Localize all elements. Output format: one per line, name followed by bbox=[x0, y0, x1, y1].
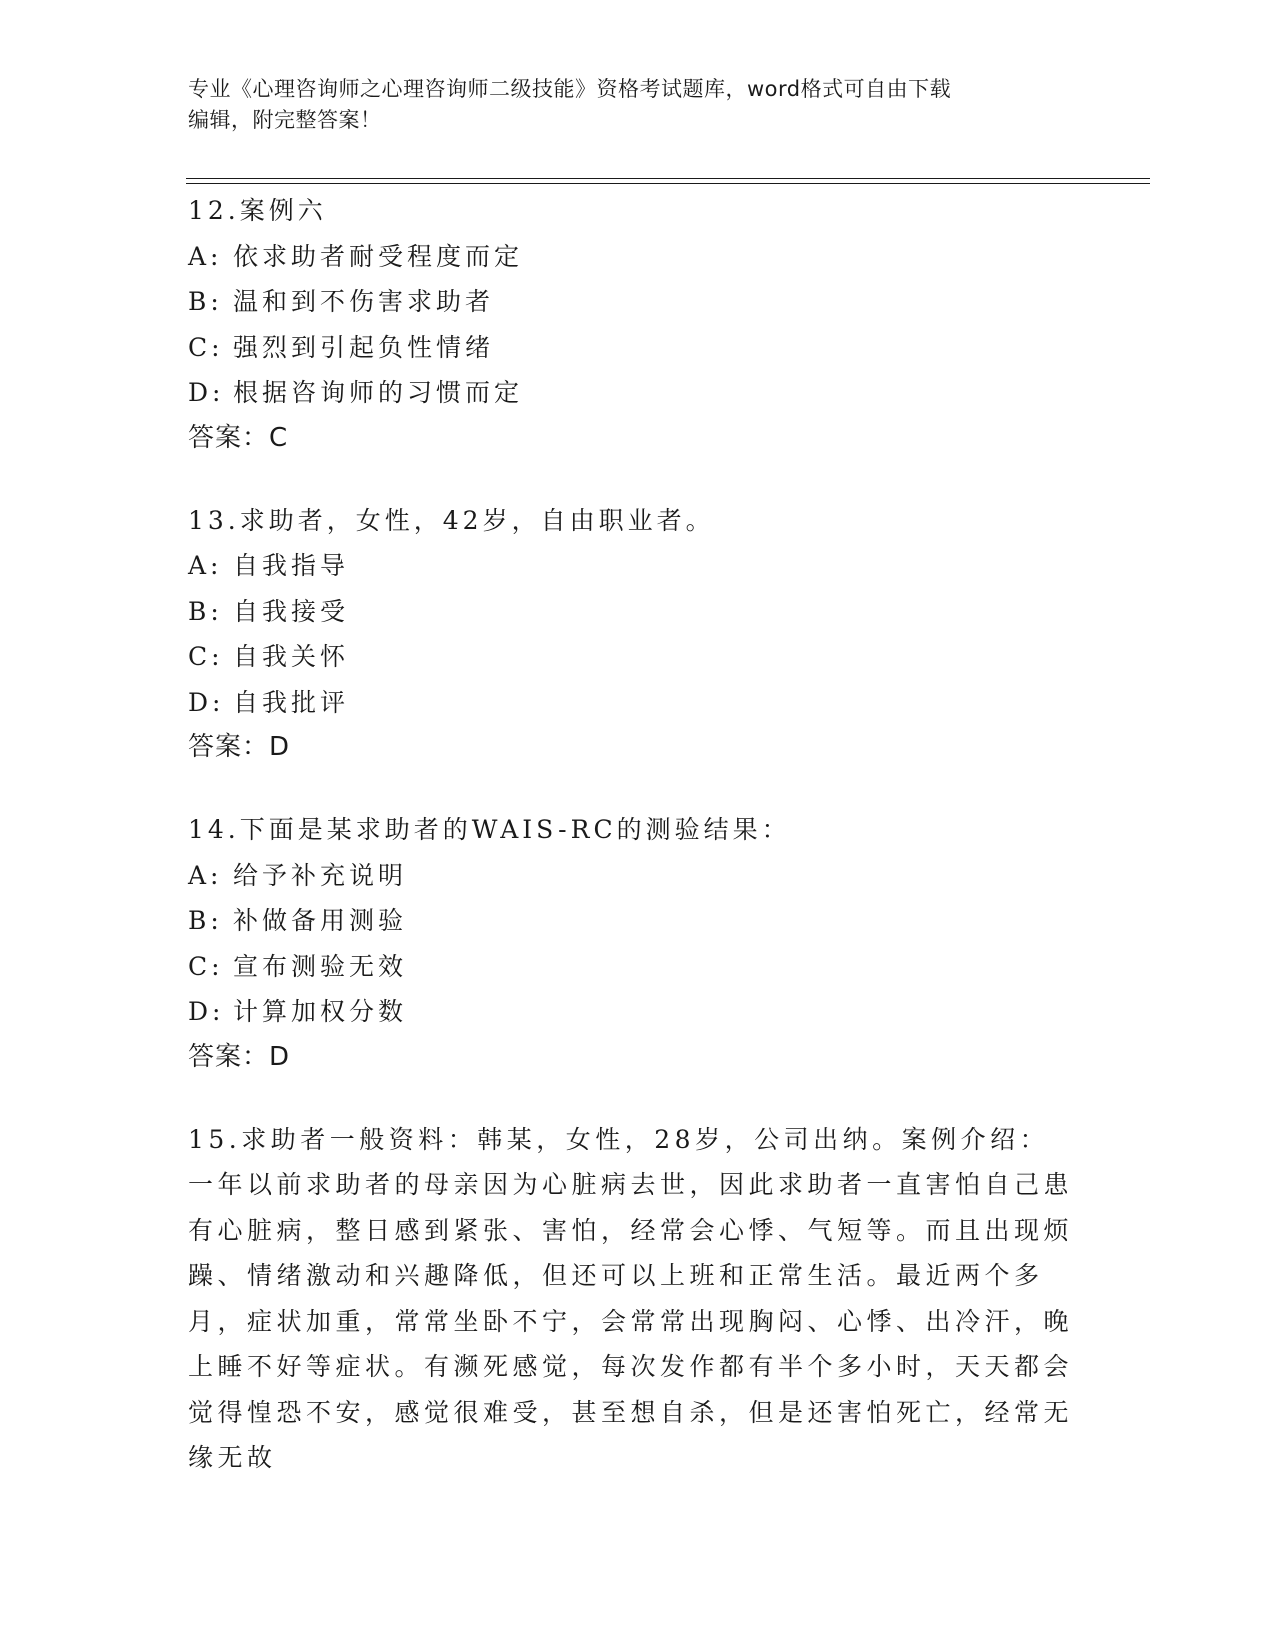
option-text: 自我批评 bbox=[233, 687, 350, 717]
option-c bbox=[188, 634, 1078, 680]
header-line-2: 编辑，附完整答案！ bbox=[188, 108, 382, 132]
question-13 bbox=[188, 498, 1078, 770]
option-b bbox=[188, 589, 1078, 635]
option-key: D: bbox=[188, 378, 225, 407]
option-text: 自我关怀 bbox=[233, 642, 350, 671]
option-text: 补做备用测验 bbox=[233, 906, 408, 935]
question-14 bbox=[188, 807, 1078, 1079]
option-key: A: bbox=[188, 241, 223, 271]
option-a bbox=[188, 234, 1078, 280]
question-12 bbox=[188, 188, 1078, 460]
option-key: A: bbox=[188, 860, 223, 890]
header-line-1: 专业《心理咨询师之心理咨询师二级技能》资格考试题库，word格式可自由下载 bbox=[188, 77, 952, 101]
question-15 bbox=[188, 1117, 1078, 1481]
question-stem: 12.案例六 bbox=[188, 196, 327, 225]
option-text: 自我接受 bbox=[233, 596, 350, 626]
document-header bbox=[188, 74, 1068, 136]
option-key: D: bbox=[188, 997, 225, 1026]
option-text: 给予补充说明 bbox=[233, 860, 408, 890]
option-text: 宣布测验无效 bbox=[233, 951, 408, 981]
option-text: 强烈到引起负性情绪 bbox=[233, 332, 495, 362]
answer-line: 答案：C bbox=[188, 422, 289, 453]
option-key: B: bbox=[188, 596, 223, 626]
option-a bbox=[188, 543, 1078, 589]
header-rule-top bbox=[186, 178, 1150, 179]
option-d bbox=[188, 680, 1078, 726]
option-key: B: bbox=[188, 906, 223, 935]
header-rule-bottom bbox=[186, 183, 1150, 184]
option-text: 温和到不伤害求助者 bbox=[233, 287, 495, 316]
option-text: 根据咨询师的习惯而定 bbox=[233, 378, 524, 407]
answer-line: 答案：D bbox=[188, 732, 291, 762]
option-key: A: bbox=[188, 551, 223, 580]
option-d bbox=[188, 989, 1078, 1035]
option-b bbox=[188, 898, 1078, 944]
option-text: 计算加权分数 bbox=[233, 997, 408, 1026]
option-key: C: bbox=[188, 332, 224, 362]
option-text: 自我指导 bbox=[233, 551, 350, 580]
option-b bbox=[188, 279, 1078, 325]
question-stem: 14.下面是某求助者的WAIS-RC的测验结果： bbox=[188, 815, 791, 844]
question-stem: 13.求助者，女性，42岁，自由职业者。 bbox=[188, 505, 715, 535]
option-key: D: bbox=[188, 687, 225, 717]
option-key: B: bbox=[188, 287, 223, 316]
option-key: C: bbox=[188, 951, 224, 981]
option-a bbox=[188, 853, 1078, 899]
answer-line: 答案：D bbox=[188, 1041, 291, 1072]
option-c bbox=[188, 944, 1078, 990]
option-c bbox=[188, 325, 1078, 371]
option-d bbox=[188, 370, 1078, 416]
option-key: C: bbox=[188, 642, 224, 671]
question-stem: 15.求助者一般资料：韩某，女性，28岁，公司出纳。案例介绍：一年以前求助者的母亲因为心脏病去世，因此求助者一直害怕自己患有心脏病，整日感到紧张、害怕，经常会心悸、气短等。而且出现烦躁、情绪激动和兴趣降低，但还可以上班和正常生活。最近两个多月，症状加重，常常坐卧不宁，会常常出现胸闷、心悸、出冷汗，晚上睡不好等症状。有濒死感觉，每次发作都有半个多小时，天天都会觉得惶恐不安，感觉很难受，甚至想自杀，但是还害怕死亡，经常无缘无故 bbox=[188, 1124, 1074, 1472]
option-text: 依求助者耐受程度而定 bbox=[233, 241, 524, 271]
question-list bbox=[188, 188, 1078, 1519]
